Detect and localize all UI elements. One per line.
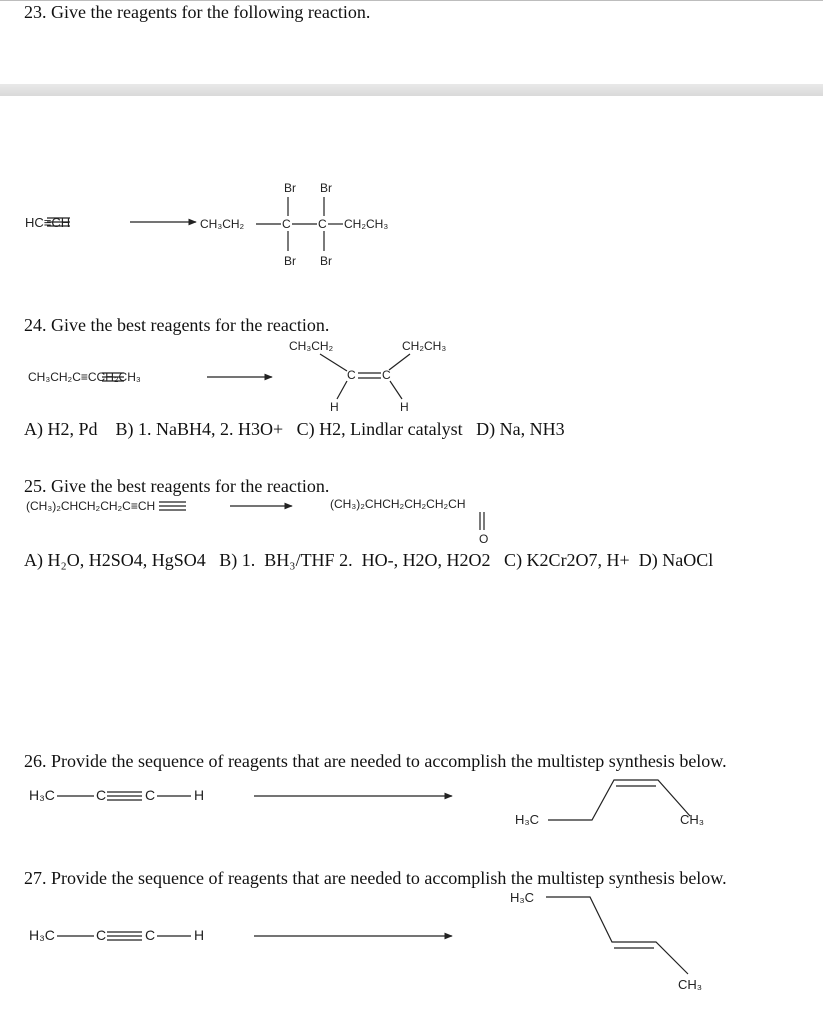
q26-product-h3c: H₃C xyxy=(515,812,540,827)
q23-br-top-2: Br xyxy=(320,181,332,195)
q27-h: H xyxy=(194,927,205,943)
q23-product-left: CH₃CH₂ xyxy=(200,217,245,231)
q23-c2: C xyxy=(318,217,327,231)
q24-product-tr: CH₂CH₃ xyxy=(402,339,447,353)
q27-h3c: H₃C xyxy=(29,927,55,943)
q26-c1: C xyxy=(96,787,107,803)
q24-c2: C xyxy=(382,368,391,382)
q24-options: A) H2, Pd B) 1. NaBH4, 2. H3O+ C) H2, Lindlar catalyst D) Na, NH3 xyxy=(24,419,565,439)
q24-h-left: H xyxy=(330,400,339,414)
q23-product-right: CH₂CH₃ xyxy=(344,217,389,231)
q26-prompt: 26. Provide the sequence of reagents that are needed to accomplish the multistep synthesis below. xyxy=(24,751,727,771)
q23-triple-bond xyxy=(47,218,70,226)
q27-c1: C xyxy=(96,927,107,943)
q26-h: H xyxy=(194,787,205,803)
q27-c2: C xyxy=(145,927,156,943)
q27-product-h3c: H₃C xyxy=(510,890,535,905)
q25-prompt: 25. Give the best reagents for the reaction. xyxy=(24,476,330,496)
q24-reactant: CH₃CH₂C≡CCH₂CH₃ xyxy=(28,370,141,384)
q26-product-ch3: CH₃ xyxy=(680,812,705,827)
q25-options: A) H₂O, H2SO4, HgSO4 B) 1. BH₃/THF 2. HO-, H2O, H2O2 C) K2Cr2O7, H+ D) NaOCl xyxy=(24,550,714,570)
q24-c1: C xyxy=(347,368,356,382)
q25-triple-bond xyxy=(159,502,186,510)
q23-reactant: HC≡CH xyxy=(25,215,71,230)
q24-prompt: 24. Give the best reagents for the reaction. xyxy=(24,315,330,335)
q27-prompt: 27. Provide the sequence of reagents that are needed to accomplish the multistep synthesis below. xyxy=(24,868,727,888)
q23-br-bottom-2: Br xyxy=(320,254,332,268)
q26-h3c: H₃C xyxy=(29,787,55,803)
q27-product-ch3: CH₃ xyxy=(678,977,703,992)
q25-product: (CH₃)₂CHCH₂CH₂CH₂CH xyxy=(330,497,466,511)
q23-br-top-1: Br xyxy=(284,181,296,195)
q26-c2: C xyxy=(145,787,156,803)
q23-c1: C xyxy=(282,217,291,231)
q24-product-tl: CH₃CH₂ xyxy=(289,339,334,353)
q23-br-bottom-1: Br xyxy=(284,254,296,268)
q27-triple-bond xyxy=(107,932,142,940)
q24-h-right: H xyxy=(400,400,409,414)
q25-reactant: (CH₃)₂CHCH₂CH₂C≡CH xyxy=(26,499,156,513)
q26-triple-bond xyxy=(107,792,142,800)
q25-oxygen: O xyxy=(479,532,489,546)
q23-prompt: 23. Give the reagents for the following reaction. xyxy=(24,2,371,22)
q24-triple-bond xyxy=(102,373,124,381)
